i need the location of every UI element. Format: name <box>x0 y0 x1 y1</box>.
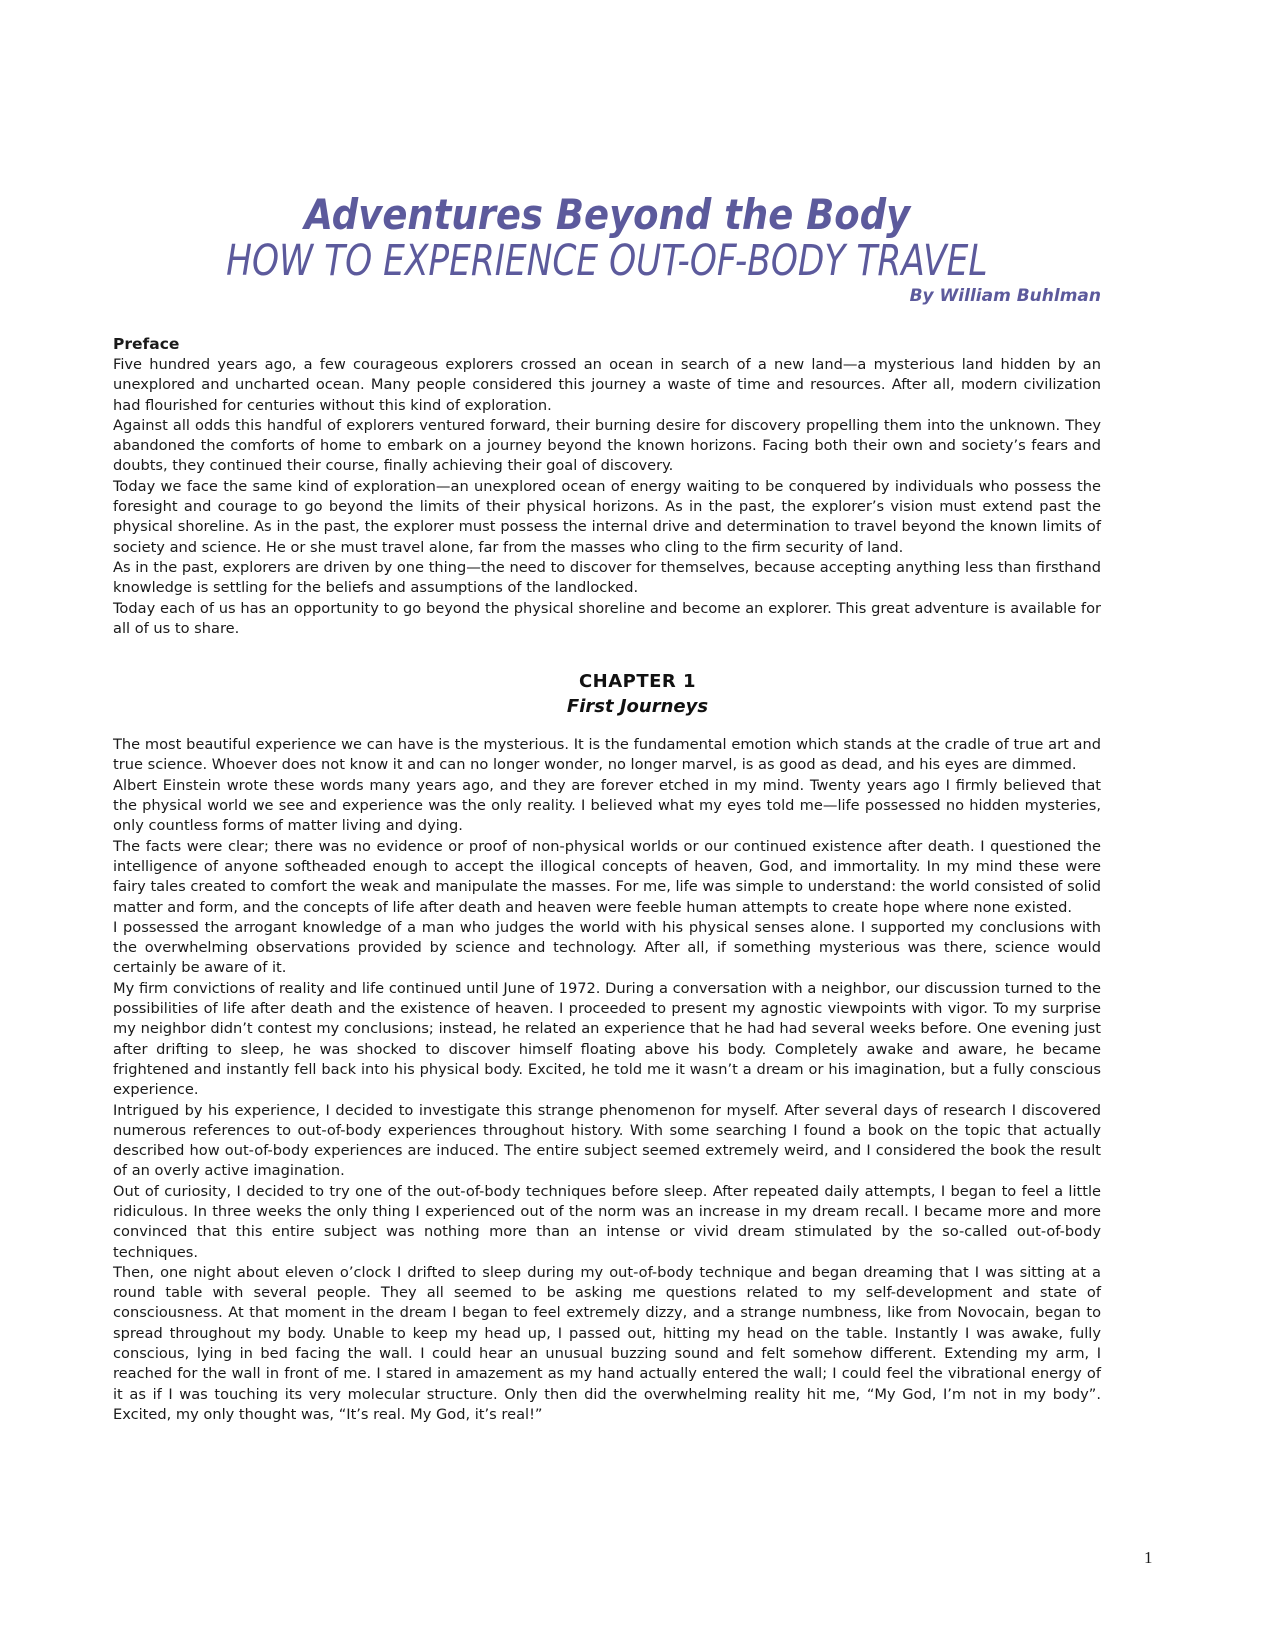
chapter-paragraph-5: My firm convictions of reality and life continued until June of 1972. During a conversation with a neighbor, our discussion turned to the possibilities of life after death and the existence of heaven. I proceeded to present my agnostic viewpoints with vigor. To my surprise my neighbor didn’t contest my conclusions; instead, he related an experience that he had had several weeks before. One evening just after drifting to sleep, he was shocked to discover himself floating above his body. Completely awake and aware, he became frightened and instantly fell back into his physical body. Excited, he told me it wasn’t a dream or his imagination, but a fully conscious experience. <box>113 979 1101 1099</box>
preface-paragraph-4: As in the past, explorers are driven by one thing—the need to discover for themselves, because accepting anything less than firsthand knowledge is settling for the beliefs and assumptions of the landlocked. <box>113 558 1101 597</box>
page-content <box>113 0 1101 1425</box>
chapter-paragraph-6: Intrigued by his experience, I decided to investigate this strange phenomenon for myself. After several days of research I discovered numerous references to out-of-body experiences throughout history. With some searching I found a book on the topic that actually described how out-of-body experiences are induced. The entire subject seemed extremely weird, and I considered the book the result of an overly active imagination. <box>113 1101 1101 1180</box>
preface-paragraph-2: Against all odds this handful of explorers ventured forward, their burning desire for discovery propelling them into the unknown. They abandoned the comforts of home to embark on a journey beyond the known horizons. Facing both their own and society’s fears and doubts, they continued their course, finally achieving their goal of discovery. <box>113 416 1101 475</box>
book-subtitle-text: HOW TO EXPERIENCE OUT-OF-BODY TRAVEL <box>226 236 988 286</box>
book-subtitle <box>113 238 1101 284</box>
chapter-subheading: First Journeys <box>566 696 709 718</box>
preface-paragraph-1: Five hundred years ago, a few courageous explorers crossed an ocean in search of a new land—a mysterious land hidden by an unexplored and uncharted ocean. Many people considered this journey a waste of time and resources. After all, modern civilization had flourished for centuries without this kind of exploration. <box>113 356 1101 414</box>
preface-section <box>113 334 1101 639</box>
chapter-heading: CHAPTER 1 <box>578 671 697 693</box>
book-title <box>113 192 1101 238</box>
preface-paragraph-3: Today we face the same kind of exploration—an unexplored ocean of energy waiting to be conquered by individuals who possess the foresight and courage to go beyond the limits of their physical horizons. As in the past, the explorer’s vision must extend past the physical shoreline. As in the past, the explorer must possess the internal drive and determination to travel beyond the known limits of society and science. He or she must travel alone, far from the masses who cling to the firm security of land. <box>113 477 1101 556</box>
page-number: 1 <box>1144 1548 1153 1567</box>
author-byline: By William Buhlman <box>909 286 1101 306</box>
chapter-paragraph-1: The most beautiful experience we can have is the mysterious. It is the fundamental emotion which stands at the cradle of true art and true science. Whoever does not know it and can no longer wonder, no longer marvel, is as good as dead, and his eyes are dimmed. <box>113 736 1101 774</box>
preface-paragraph-5: Today each of us has an opportunity to go beyond the physical shoreline and become an explorer. This great adventure is available for all of us to share. <box>113 599 1101 637</box>
chapter-paragraph-8: Then, one night about eleven o’clock I drifted to sleep during my out-of-body technique and began dreaming that I was sitting at a round table with several people. They all seemed to be asking me questions related to my self-development and state of consciousness. At that moment in the dream I began to feel extremely dizzy, and a strange numbness, like from Novocain, began to spread throughout my body. Unable to keep my head up, I passed out, hitting my head on the table. Instantly I was awake, fully conscious, lying in bed facing the wall. I could hear an unusual buzzing sound and felt somehow different. Extending my arm, I reached for the wall in front of me. I stared in amazement as my hand actually entered the wall; I could feel the vibrational energy of it as if I was touching its very molecular structure. Only then did the overwhelming reality hit me, “My God, I’m not in my body”. Excited, my only thought was, “It’s real. My God, it’s real!” <box>113 1263 1101 1423</box>
chapter-paragraph-7: Out of curiosity, I decided to try one of the out-of-body techniques before sleep. After repeated daily attempts, I began to feel a little ridiculous. In three weeks the only thing I experienced out of the norm was an increase in my dream recall. I became more and more convinced that this entire subject was nothing more than an intense or vivid dream stimulated by the so-called out-of-body techniques. <box>113 1182 1101 1261</box>
chapter-heading-block <box>0 669 1275 719</box>
preface-heading: Preface <box>113 335 180 353</box>
chapter-body <box>113 735 1101 1425</box>
chapter-paragraph-3: The facts were clear; there was no evidence or proof of non-physical worlds or our continued existence after death. I questioned the intelligence of anyone softheaded enough to accept the illogical concepts of heaven, God, and immortality. In my mind these were fairy tales created to comfort the weak and manipulate the masses. For me, life was simple to understand: the world consisted of solid matter and form, and the concepts of life after death and heaven were feeble human attempts to create hope where none existed. <box>113 837 1101 916</box>
chapter-paragraph-4: I possessed the arrogant knowledge of a man who judges the world with his physical senses alone. I supported my conclusions with the overwhelming observations provided by science and technology. After all, if something mysterious was there, science would certainly be aware of it. <box>113 918 1101 977</box>
chapter-paragraph-2: Albert Einstein wrote these words many years ago, and they are forever etched in my mind. Twenty years ago I firmly believed that the physical world we see and experience was the only reality. I believed what my eyes told me—life possessed no hidden mysteries, only countless forms of matter living and dying. <box>113 776 1101 835</box>
book-title-text: Adventures Beyond the Body <box>304 190 910 239</box>
